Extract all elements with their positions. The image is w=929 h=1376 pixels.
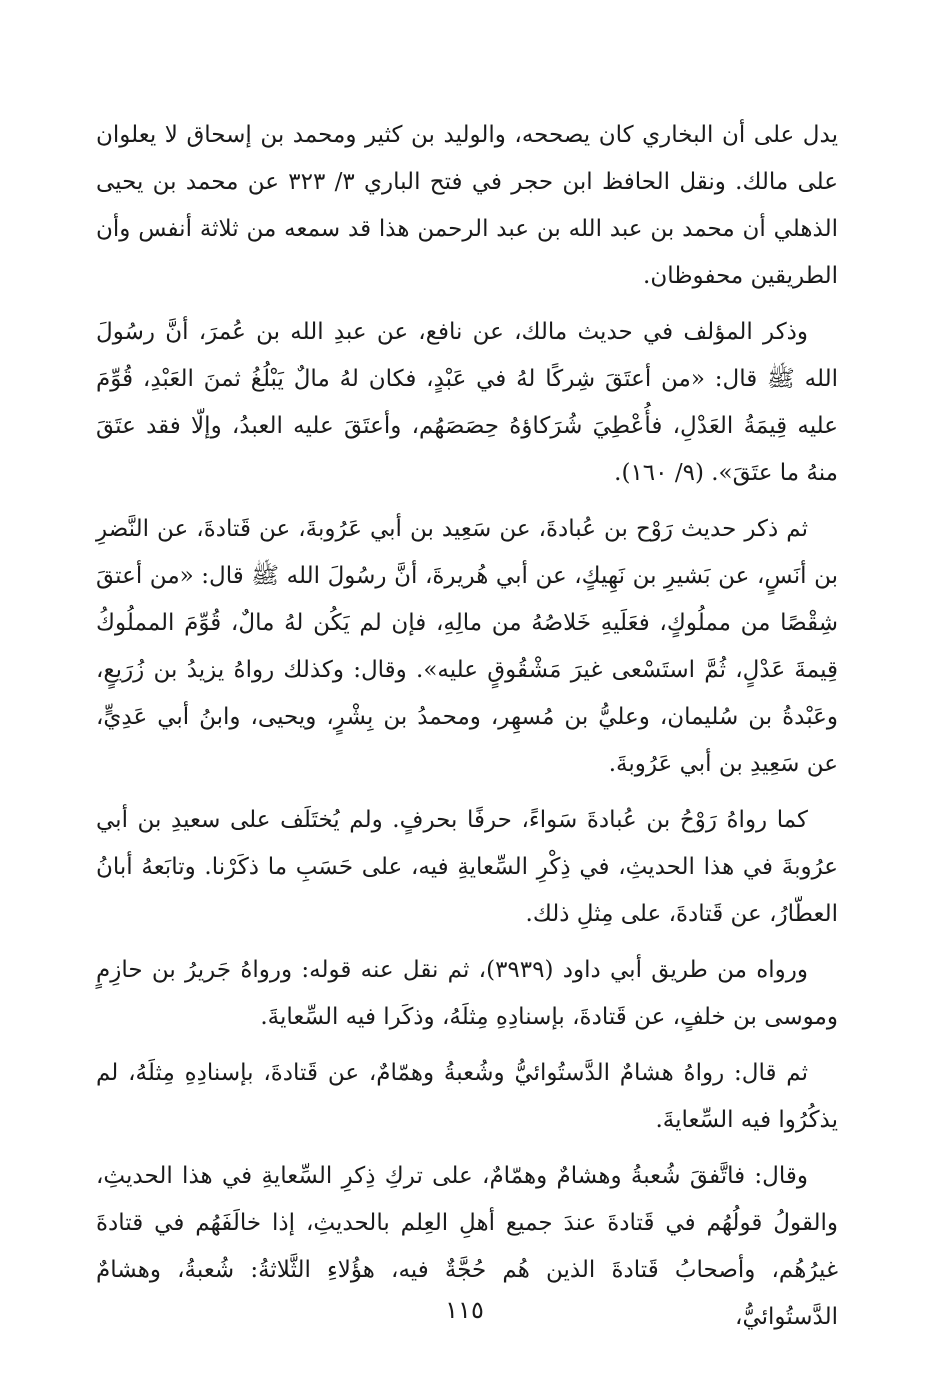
paragraph-2: وذكر المؤلف في حديث مالك، عن نافع، عن عبدِ الله بن عُمرَ، أنَّ رسُولَ الله ﷺ قال: «من أعتَقَ شِركًا لهُ في عَبْدٍ، فكان لهُ مالٌ يَبْلُغُ ثمنَ العَبْدِ، قُوِّمَ عليه قِيمَةُ العَدْلِ، فأُعْطِيَ شُرَكاؤهُ حِصَصَهُم، وأعتَقَ عليه العبدُ، وإلّا فقد عتَقَ منهُ ما عتَقَ». (٩/ ١٦٠). [96, 319, 838, 486]
page-number: ١١٥ [445, 1296, 484, 1324]
paragraph-4: كما رواهُ رَوْحُ بن عُبادةَ سَواءً، حرفًا بحرفٍ. ولم يُختَلَف على سعيدِ بن أبي عرُوبةَ في هذا الحديثِ، في ذِكْرِ السِّعايةِ فيه، على حَسَبِ ما ذكَرْنا. وتابَعهُ أبانُ العطّارُ، عن قَتادةَ، على مِثلِ ذلك. [96, 807, 838, 927]
page-body [96, 112, 838, 1341]
paragraph-1: يدل على أن البخاري كان يصححه، والوليد بن كثير ومحمد بن إسحاق لا يعلوان على مالك. ونقل الحافظ ابن حجر في فتح الباري ٣/ ٣٢٣ عن محمد بن يحيى الذهلي أن محمد بن عبد الله بن عبد الرحمن هذا قد سمعه من ثلاثة أنفس وأن الطريقين محفوظان. [96, 122, 839, 289]
paragraph-3: ثم ذكر حديث رَوْح بن عُبادةَ، عن سَعِيد بن أبي عَرُوبةَ، عن قَتادةَ، عن النَّضرِ بن أنَسٍ، عن بَشيرِ بن نَهِيكٍ، عن أبي هُريرةَ، أنَّ رسُولَ الله ﷺ قال: «من أعتقَ شِقْصًا من مملُوكٍ، فعَلَيهِ خَلاصُهُ من مالِهِ، فإن لم يَكُن لهُ مالٌ، قُوِّمَ المملُوكُ قِيمةَ عَدْلٍ، ثُمَّ استَسْعى غيرَ مَشْقُوقٍ عليه». وقال: وكذلك رواهُ يزيدُ بن زُرَيعٍ، وعَبْدةُ بن سُليمان، وعليُّ بن مُسهِر، ومحمدُ بن بِشْرٍ، ويحيى، وابنُ أبي عَدِيٍّ، عن سَعِيدِ بن أبي عَرُوبةَ. [96, 516, 838, 777]
paragraph-5: ورواه من طريق أبي داود (٣٩٣٩)، ثم نقل عنه قوله: ورواهُ جَريرُ بن حازِمٍ وموسى بن خلفٍ، عن قَتادةَ، بإسنادِهِ مِثلَهُ، وذكَرا فيه السِّعايةَ. [96, 957, 838, 1030]
paragraph-6: ثم قال: رواهُ هشامٌ الدَّستُوائيُّ وشُعبةُ وهمّامٌ، عن قَتادةَ، بإسنادِهِ مِثلَهُ، لم يذكُرُوا فيه السِّعايةَ. [96, 1060, 838, 1133]
paragraph-7: وقال: فاتَّفقَ شُعبةُ وهشامٌ وهمّامٌ، على تركِ ذِكرِ السِّعايةِ في هذا الحديثِ، والقولُ قولُهُم في قَتادةَ عندَ جميع أهلِ العِلم بالحديثِ، إذا خالَفَهُم في قتادةَ غيرُهُم، وأصحابُ قَتادةَ الذين هُم حُجَّةٌ فيه، هؤُلاءِ الثَّلاثةُ: شُعبةُ، وهشامٌ الدَّستُوائيُّ، [96, 1163, 838, 1330]
